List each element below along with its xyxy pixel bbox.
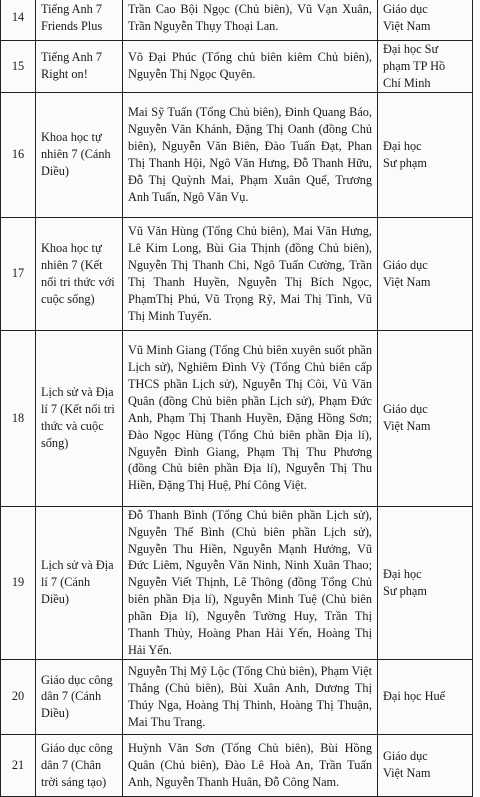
table-row [1, 330, 473, 506]
book-name: Tiếng Anh 7 Right on! [36, 41, 123, 93]
book-publisher: Đại học Sư phạm [378, 92, 473, 217]
table-row [1, 659, 473, 734]
table-row [1, 0, 473, 41]
book-publisher: Đại học Huế [378, 659, 473, 734]
table-row [1, 41, 473, 93]
book-authors: Vũ Minh Giang (Tổng Chủ biên xuyên suốt phần Lịch sử), Nghiêm Đình Vỳ (Tổng Chủ biên cấp THCS phần Lịch sử), Nguyễn Thị Côi, Vũ Văn Quân (đồng Chủ biên phần Lịch sử), Phạm Đức Anh, Phạm Thị Thanh Huyền, Đặng Hồng Sơn; Đào Ngọc Hùng (Tổng Chủ biên phần Địa lí), Nguyễn Đình Giang, Phạm Thị Thu Phương (đồng Chủ biên phần Địa lí), Nguyễn Thị Thu Hiền, Đặng Thị Huệ, Phí Công Việt. [123, 330, 378, 506]
row-number: 21 [1, 734, 36, 796]
book-authors: Trần Cao Bội Ngọc (Chủ biên), Vũ Vạn Xuân, Trần Nguyễn Thụy Thoại Lan. [123, 0, 378, 41]
book-name: Lịch sử và Địa lí 7 (Cánh Diều) [36, 506, 123, 659]
row-number: 14 [1, 0, 36, 41]
book-name: Khoa học tự nhiên 7 (Cánh Diều) [36, 92, 123, 217]
row-number: 19 [1, 506, 36, 659]
book-name: Tiếng Anh 7 Friends Plus [36, 0, 123, 41]
table-row [1, 734, 473, 796]
book-name: Giáo dục công dân 7 (Chân trời sáng tạo) [36, 734, 123, 796]
table-row [1, 92, 473, 217]
row-number: 17 [1, 217, 36, 330]
book-name: Giáo dục công dân 7 (Cánh Diều) [36, 659, 123, 734]
book-publisher: Đại học Sư phạm TP Hồ Chí Minh [378, 41, 473, 93]
book-publisher: Giáo dục Việt Nam [378, 330, 473, 506]
book-publisher: Đại học Sư phạm [378, 506, 473, 659]
book-authors: Mai Sỹ Tuấn (Tổng Chủ biên), Đinh Quang Báo, Nguyễn Văn Khánh, Đặng Thị Oanh (đồng Chủ biên), Nguyễn Văn Biên, Đào Tuấn Đạt, Phan Thị Thanh Hội, Ngô Văn Hưng, Đỗ Thanh Hữu, Đỗ Thị Quỳnh Mai, Phạm Xuân Quế, Trương Anh Tuấn, Ngô Văn Vụ. [123, 92, 378, 217]
row-number: 16 [1, 92, 36, 217]
table-row [1, 506, 473, 659]
table-body [1, 0, 473, 796]
book-publisher: Giáo dục Việt Nam [378, 0, 473, 41]
book-authors: Đỗ Thanh Bình (Tổng Chủ biên phần Lịch sử), Nguyễn Thế Bình (Chủ biên phần Lịch sử), Nguyễn Thu Hiền, Nguyễn Mạnh Hưởng, Vũ Đức Liêm, Nguyễn Văn Ninh, Ninh Xuân Thao; Nguyễn Viết Thịnh, Lê Thông (đồng Tổng Chủ biên phần Địa lí), Nguyễn Minh Tuệ (Chủ biên phần Địa lí), Nguyễn Tường Huy, Trần Thị Thanh Thủy, Hoàng Phan Hải Yến, Hoàng Thị Hải Yến. [123, 506, 378, 659]
book-name: Khoa học tự nhiên 7 (Kết nối tri thức với cuộc sống) [36, 217, 123, 330]
row-number: 18 [1, 330, 36, 506]
book-authors: Nguyễn Thị Mỹ Lộc (Tổng Chủ biên), Phạm Việt Thắng (Chủ biên), Bùi Xuân Anh, Dương Thị Thúy Nga, Hoàng Thị Thinh, Hoàng Thị Thuận, Mai Thu Trang. [123, 659, 378, 734]
row-number: 20 [1, 659, 36, 734]
book-name: Lịch sử và Địa lí 7 (Kết nối tri thức và cuộc sống) [36, 330, 123, 506]
table-row [1, 217, 473, 330]
book-authors: Võ Đại Phúc (Tổng chủ biên kiêm Chủ biên), Nguyễn Thị Ngọc Quyên. [123, 41, 378, 93]
book-authors: Vũ Văn Hùng (Tổng Chủ biên), Mai Văn Hưng, Lê Kim Long, Bùi Gia Thịnh (đồng Chủ biên), Nguyễn Thị Thanh Chi, Ngô Tuấn Cường, Trần Thị Thanh Huyền, Nguyễn Thị Bích Ngọc, PhạmThị Phú, Vũ Trọng Rỹ, Mai Thị Tình, Vũ Thị Minh Tuyến. [123, 217, 378, 330]
book-authors: Huỳnh Văn Sơn (Tổng Chủ biên), Bùi Hồng Quân (Chủ biên), Đào Lê Hoà An, Trần Tuấn Anh, Nguyễn Thanh Huân, Đỗ Công Nam. [123, 734, 378, 796]
row-number: 15 [1, 41, 36, 93]
book-publisher: Giáo dục Việt Nam [378, 734, 473, 796]
book-publisher: Giáo dục Việt Nam [378, 217, 473, 330]
